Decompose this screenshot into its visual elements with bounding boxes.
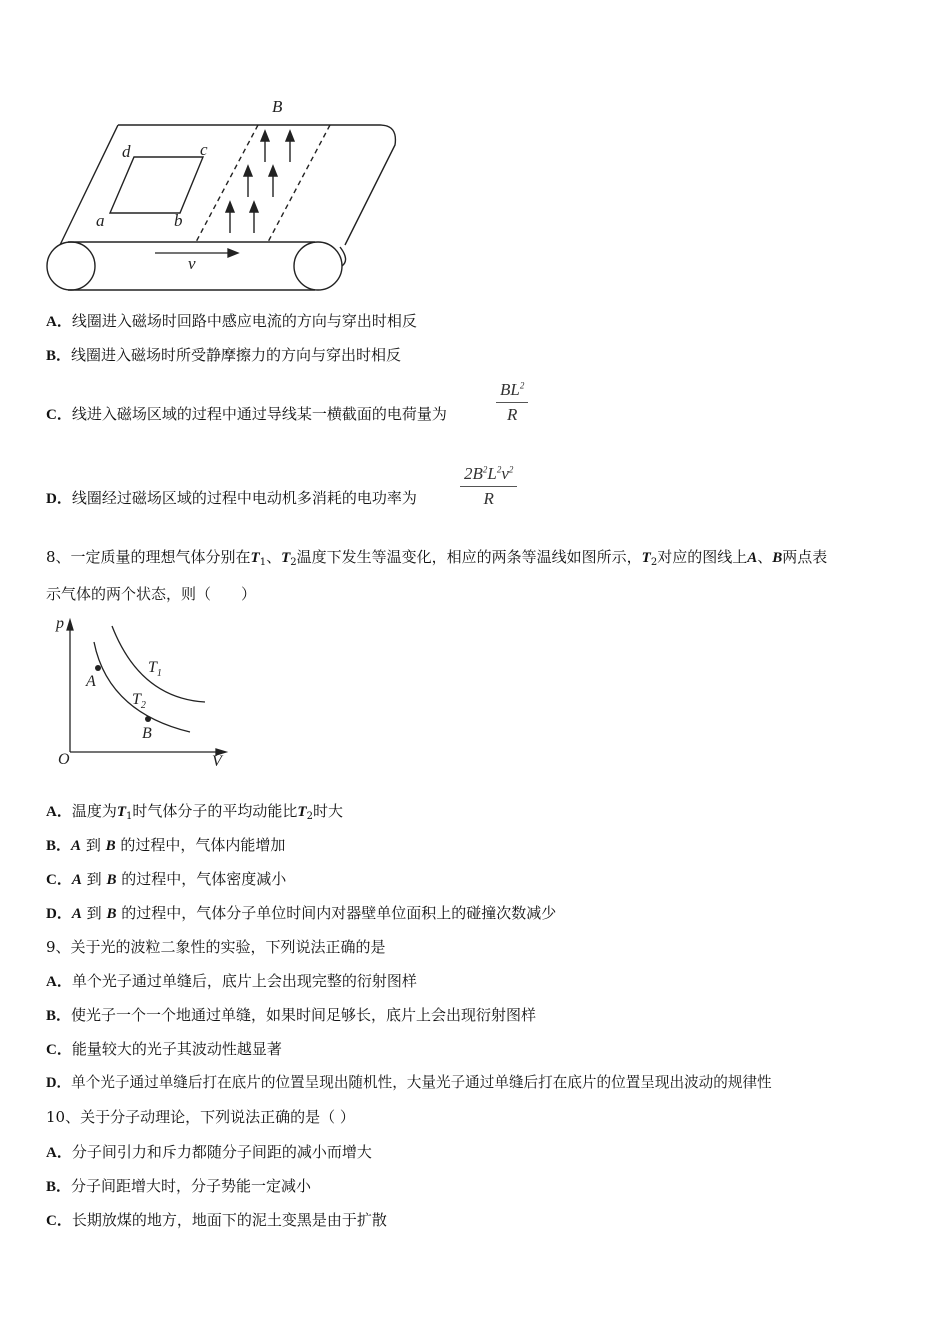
option-letter: D． (46, 491, 72, 507)
pv-isotherm-figure (50, 612, 240, 772)
label-T2: $T_2$ (132, 691, 146, 711)
option-text: 线圈进入磁场时所受静摩擦力的方向与穿出时相反 (71, 346, 402, 364)
option-letter: A． (46, 314, 72, 330)
label-B: B (142, 725, 152, 742)
option-text: 线进入磁场区域的过程中通过导线某一横截面的电荷量为 (71, 405, 447, 423)
label-V: V (212, 753, 222, 770)
q8-option-a: A．温度为$T_1$时气体分子的平均动能比$T_2$时大 (46, 802, 343, 822)
label-a: a (96, 211, 105, 230)
conveyor-belt-figure (40, 95, 410, 300)
q10-option-b: B．分子间距增大时，分子势能一定减小 (46, 1177, 312, 1195)
label-d: d (122, 142, 131, 161)
label-B: B (272, 97, 283, 116)
label-p: p (56, 615, 64, 632)
q8-option-d: D．A 到 B 的过程中，气体分子单位时间内对器壁单位面积上的碰撞次数减少 (46, 904, 557, 922)
q7-option-b (46, 345, 401, 366)
label-T1: $T_1$ (148, 659, 162, 679)
label-O: O (58, 751, 70, 768)
belt-top-surface (118, 125, 395, 245)
q8-stem-line2: 示气体的两个状态，则（ ） (46, 585, 257, 603)
q9-stem: 9、关于光的波粒二象性的实验，下列说法正确的是 (46, 938, 386, 956)
q8-option-b: B．A 到 B 的过程中，气体内能增加 (46, 836, 286, 854)
right-roller (294, 242, 342, 290)
q7-option-a (46, 311, 417, 332)
point-b (145, 716, 151, 722)
left-roller (47, 242, 95, 290)
fraction-power: $\frac{2B^2L^2v^2}{R}$ (460, 464, 517, 509)
q7-option-c (46, 404, 447, 425)
option-text: 线圈经过磁场区域的过程中电动机多消耗的电功率为 (71, 489, 417, 507)
q10-option-c: C．长期放煤的地方，地面下的泥土变黑是由于扩散 (46, 1211, 387, 1229)
option-text: 线圈进入磁场时回路中感应电流的方向与穿出时相反 (71, 312, 417, 330)
velocity-arrow (155, 249, 238, 257)
q9-option-c: C．能量较大的光子其波动性越显著 (46, 1040, 282, 1058)
q8-stem-line1: 8、一定质量的理想气体分别在$T_1$、$T_2$温度下发生等温变化，相应的两条等温线如图所示，$T_2$对应的图线上A、B两点表 (46, 548, 828, 568)
option-letter: B． (46, 348, 72, 364)
field-boundary-right (268, 125, 330, 242)
label-v: v (188, 254, 196, 273)
q9-option-d: D．单个光子通过单缝后打在底片的位置呈现出随机性，大量光子通过单缝后打在底片的位置呈现出波动的规律性 (46, 1074, 772, 1091)
belt-left-edge (60, 125, 118, 245)
fraction-bl2-over-r: $\frac{BL^2}{R}$ (496, 380, 528, 425)
q10-option-a: A．分子间引力和斥力都随分子间距的减小而增大 (46, 1143, 372, 1161)
isotherm-t1 (112, 626, 205, 702)
q7-option-d (46, 488, 417, 509)
label-c: c (200, 140, 208, 159)
label-A: A (86, 673, 96, 690)
isotherm-t2 (94, 642, 190, 732)
q8-option-c: C．A 到 B 的过程中，气体密度减小 (46, 870, 287, 888)
label-b: b (174, 211, 183, 230)
coil-abcd (110, 157, 203, 213)
q10-stem: 10、关于分子动理论，下列说法正确的是（ ） (46, 1108, 355, 1126)
q9-option-b: B．使光子一个一个地通过单缝，如果时间足够长，底片上会出现衍射图样 (46, 1006, 537, 1024)
option-letter: C． (46, 407, 72, 423)
point-a (95, 665, 101, 671)
magnetic-field-arrows (226, 131, 294, 233)
q9-option-a: A．单个光子通过单缝后，底片上会出现完整的衍射图样 (46, 972, 417, 990)
